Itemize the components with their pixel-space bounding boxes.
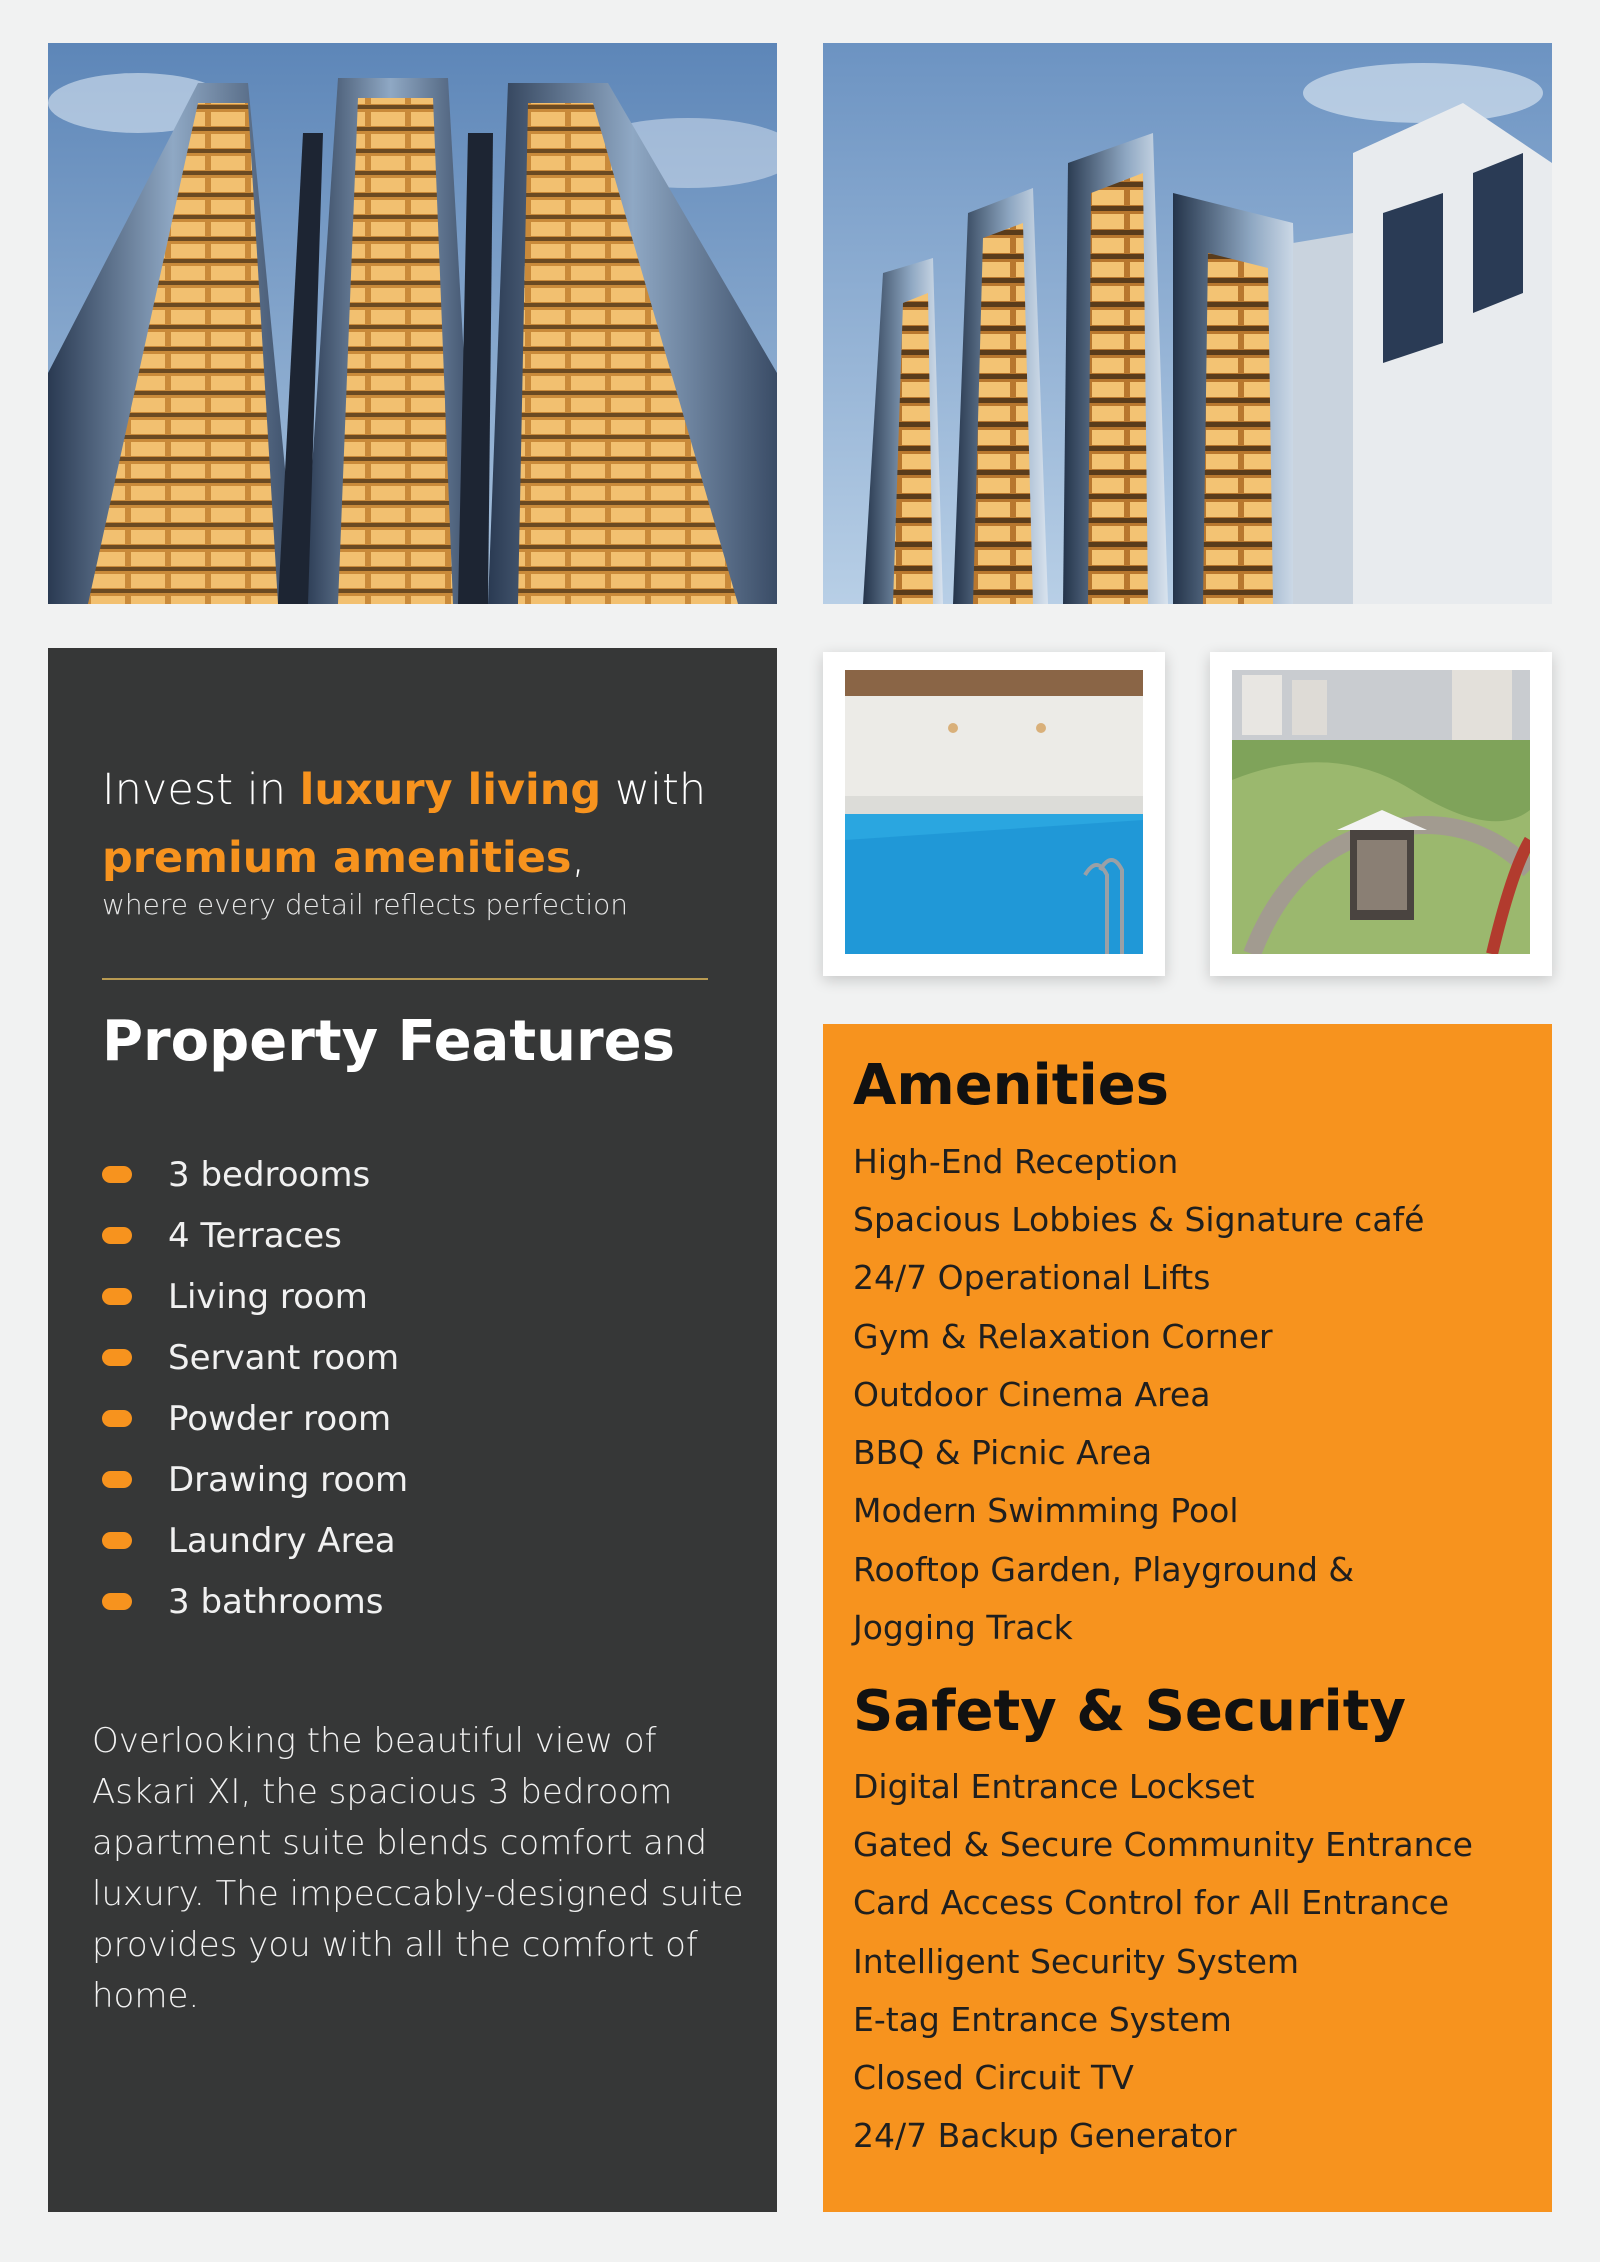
safety-item: Gated & Secure Community Entrance	[853, 1824, 1473, 1864]
safety-item: Card Access Control for All Entrance	[853, 1883, 1450, 1923]
rooftop-garden-photo-card	[1210, 652, 1552, 976]
bullet-icon	[102, 1349, 132, 1366]
safety-item: Intelligent Security System	[853, 1941, 1300, 1981]
feature-item	[102, 1449, 408, 1510]
amenities-list	[853, 1132, 1424, 1657]
amenity-item: Jogging Track	[853, 1608, 1073, 1648]
feature-label: Living room	[168, 1276, 368, 1317]
headline-text-3: ,	[571, 833, 586, 883]
bullet-icon	[102, 1166, 132, 1183]
bullet-icon	[102, 1288, 132, 1305]
feature-item	[102, 1327, 408, 1388]
amenities-title: Amenities	[853, 1053, 1170, 1118]
features-title: Property Features	[102, 1009, 675, 1074]
safety-item: Digital Entrance Lockset	[853, 1766, 1255, 1806]
feature-item	[102, 1144, 408, 1205]
bullet-icon	[102, 1471, 132, 1488]
tower-photo-front	[48, 43, 777, 604]
property-description: Overlooking the beautiful view of Askari XI, the spacious 3 bedroom apartment suite blends comfort and luxury. The impeccably-designed suite provides you with all the comfort of home.	[92, 1721, 744, 2016]
amenity-item: Rooftop Garden, Playground &	[853, 1549, 1355, 1589]
feature-item	[102, 1388, 408, 1449]
safety-item: Closed Circuit TV	[853, 2058, 1134, 2098]
bullet-icon	[102, 1410, 132, 1427]
bullet-icon	[102, 1532, 132, 1549]
feature-label: 3 bathrooms	[168, 1581, 384, 1622]
feature-item	[102, 1205, 408, 1266]
pool-photo-card	[823, 652, 1165, 976]
safety-list	[853, 1757, 1473, 2165]
amenity-item: Gym & Relaxation Corner	[853, 1316, 1273, 1356]
feature-label: Servant room	[168, 1337, 400, 1378]
swimming-pool-photo	[845, 670, 1143, 954]
feature-label: 3 bedrooms	[168, 1154, 371, 1195]
feature-item	[102, 1571, 408, 1632]
amenity-item: High-End Reception	[853, 1141, 1179, 1181]
headline-highlight-luxury: luxury living	[299, 765, 602, 815]
amenity-item: Modern Swimming Pool	[853, 1491, 1239, 1531]
feature-label: Laundry Area	[168, 1520, 396, 1561]
tower-photo-angle	[823, 43, 1552, 604]
feature-label: Powder room	[168, 1398, 392, 1439]
intro-headline	[102, 756, 742, 892]
headline-text-1: Invest in	[102, 765, 300, 815]
property-features-panel	[48, 648, 777, 2212]
intro-subline: where every detail reflects perfection	[102, 888, 628, 921]
bullet-icon	[102, 1227, 132, 1244]
rooftop-garden-photo	[1232, 670, 1530, 954]
feature-item	[102, 1510, 408, 1571]
feature-label: Drawing room	[168, 1459, 409, 1500]
amenity-item: Spacious Lobbies & Signature café	[853, 1199, 1425, 1239]
amenities-panel	[823, 1024, 1552, 2212]
amenity-item: 24/7 Operational Lifts	[853, 1258, 1211, 1298]
feature-item	[102, 1266, 408, 1327]
features-list	[102, 1144, 408, 1632]
safety-item: 24/7 Backup Generator	[853, 2116, 1237, 2156]
bullet-icon	[102, 1593, 132, 1610]
safety-item: E-tag Entrance System	[853, 1999, 1232, 2039]
feature-label: 4 Terraces	[168, 1215, 342, 1256]
safety-title: Safety & Security	[853, 1679, 1407, 1744]
amenity-item: Outdoor Cinema Area	[853, 1374, 1211, 1414]
headline-text-2: with	[601, 765, 707, 815]
amenity-item: BBQ & Picnic Area	[853, 1433, 1153, 1473]
headline-highlight-amenities: premium amenities	[102, 833, 572, 883]
section-divider	[102, 978, 708, 980]
